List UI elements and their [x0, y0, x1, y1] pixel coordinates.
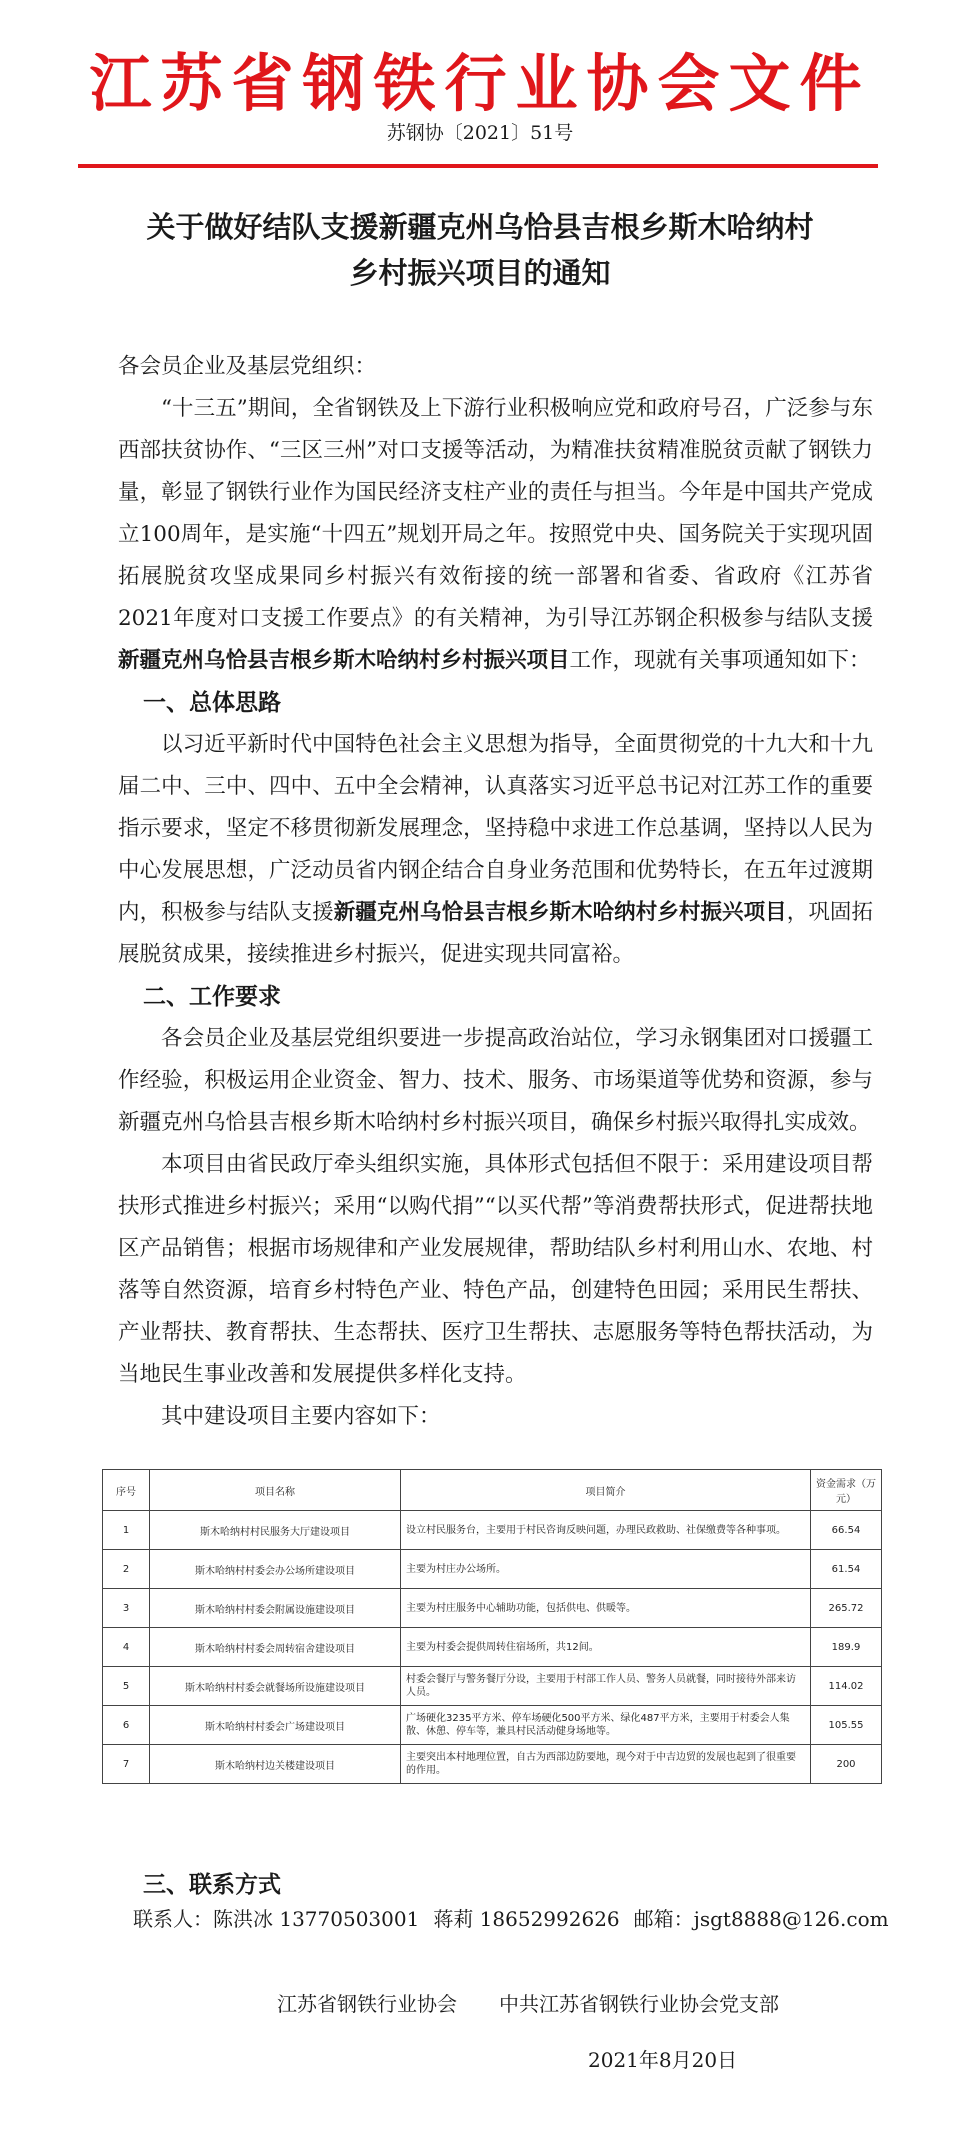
cell-no: 5 — [103, 1667, 150, 1706]
cell-name: 斯木哈纳村村委会办公场所建设项目 — [150, 1550, 401, 1589]
section1-bold-project: 新疆克州乌恰县吉根乡斯木哈纳村乡村振兴项目 — [333, 900, 787, 925]
cell-name: 斯木哈纳村村民服务大厅建设项目 — [150, 1511, 401, 1550]
header-name: 项目名称 — [150, 1470, 401, 1511]
cell-desc: 主要为村庄办公场所。 — [401, 1550, 811, 1589]
project-table — [102, 1469, 882, 1784]
masthead-title: 江苏省钢铁行业协会文件 — [89, 47, 871, 120]
document-number: 苏钢协〔2021〕51号 — [386, 122, 574, 144]
section3-heading: 三、联系方式 — [143, 1872, 281, 1898]
signature-date: 2021年8月20日 — [588, 2048, 738, 2072]
table-row — [103, 1511, 882, 1550]
cell-fund: 61.54 — [811, 1550, 882, 1589]
intro-text: “十三五”期间，全省钢铁及上下游行业积极响应党和政府号召，广泛参与东西部扶贫协作、“三区三州”对口支援等活动，为精准扶贫精准脱贫贡献了钢铁力量，彰显了钢铁行业作为国民经济支柱产业的责任与担当。今年是中国共产党成立100周年，是实施“十四五”规划开局之年。按照党中央、国务院关于实现巩固拓展脱贫攻坚成果同乡村振兴有效衔接的统一部署和省委、省政府《江苏省2021年度对口支援工作要点》的有关精神，为引导江苏钢企积极参与结队支援 — [118, 396, 873, 631]
red-divider — [78, 164, 878, 168]
cell-desc: 广场硬化3235平方米、停车场硬化500平方米、绿化487平方米，主要用于村委会人集散、休憩、停车等，兼具村民活动健身场地等。 — [401, 1706, 811, 1745]
section2-heading: 二、工作要求 — [143, 984, 281, 1010]
section1-tail: ，巩固拓展脱贫成果，接续推进乡村振兴，促进实现共同富裕。 — [118, 900, 873, 967]
contact-person-2: 蒋莉 18652992626 — [433, 1907, 620, 1931]
intro-bold-project: 新疆克州乌恰县吉根乡斯木哈纳村乡村振兴项目 — [118, 648, 570, 673]
notice-title-line1: 关于做好结队支援新疆克州乌恰县吉根乡斯木哈纳村 — [146, 210, 814, 244]
cell-no: 2 — [103, 1550, 150, 1589]
table-row — [103, 1550, 882, 1589]
signature-orgs — [277, 1988, 821, 2017]
cell-fund: 200 — [811, 1745, 882, 1784]
cell-name: 斯木哈纳村村委会广场建设项目 — [150, 1706, 401, 1745]
cell-fund: 189.9 — [811, 1628, 882, 1667]
contact-line — [133, 1903, 903, 1932]
cell-name: 斯木哈纳村村委会附属设施建设项目 — [150, 1589, 401, 1628]
section2-paragraph-3: 其中建设项目主要内容如下： — [161, 1404, 441, 1429]
cell-fund: 105.55 — [811, 1706, 882, 1745]
section1-text: 以习近平新时代中国特色社会主义思想为指导，全面贯彻党的十九大和十九届二中、三中、四中、五中全会精神，认真落实习近平总书记对江苏工作的重要指示要求，坚定不移贯彻新发展理念，坚持稳中求进工作总基调，坚持以人民为中心发展思想，广泛动员省内钢企结合自身业务范围和优势特长，在五年过渡期内，积极参与结队支援 — [118, 732, 873, 925]
intro-tail: 工作，现就有关事项通知如下： — [569, 648, 871, 673]
header-fund: 资金需求（万元） — [811, 1470, 882, 1511]
section2-paragraph-1: 各会员企业及基层党组织要进一步提高政治站位，学习永钢集团对口援疆工作经验，积极运用企业资金、智力、技术、服务、市场渠道等优势和资源，参与新疆克州乌恰县吉根乡斯木哈纳村乡村振兴项目，确保乡村振兴取得扎实成效。 — [118, 1026, 873, 1135]
table-row — [103, 1628, 882, 1667]
signature-org-2: 中共江苏省钢铁行业协会党支部 — [499, 1992, 779, 2016]
header-desc: 项目简介 — [401, 1470, 811, 1511]
cell-name: 斯木哈纳村边关楼建设项目 — [150, 1745, 401, 1784]
project-table-wrapper — [102, 1469, 882, 1784]
contact-person-1: 陈洪冰 13770503001 — [213, 1907, 420, 1931]
cell-fund: 114.02 — [811, 1667, 882, 1706]
cell-desc: 主要为村庄服务中心辅助功能，包括供电、供暖等。 — [401, 1589, 811, 1628]
table-row — [103, 1706, 882, 1745]
cell-desc: 主要突出本村地理位置，自古为西部边防要地，现今对于中吉边贸的发展也起到了很重要的作用。 — [401, 1745, 811, 1784]
email-label: 邮箱： — [633, 1907, 694, 1931]
cell-no: 6 — [103, 1706, 150, 1745]
signature-org-1: 江苏省钢铁行业协会 — [277, 1992, 457, 2016]
cell-no: 1 — [103, 1511, 150, 1550]
salutation: 各会员企业及基层党组织： — [118, 354, 377, 379]
cell-name: 斯木哈纳村村委会周转宿舍建设项目 — [150, 1628, 401, 1667]
cell-fund: 265.72 — [811, 1589, 882, 1628]
table-header-row — [103, 1470, 882, 1511]
table-row — [103, 1589, 882, 1628]
header-no: 序号 — [103, 1470, 150, 1511]
intro-paragraph — [118, 388, 873, 682]
body-text — [118, 346, 873, 1438]
notice-title — [0, 204, 960, 296]
cell-name: 斯木哈纳村村委会就餐场所设施建设项目 — [150, 1667, 401, 1706]
section2-paragraph-2: 本项目由省民政厅牵头组织实施，具体形式包括但不限于：采用建设项目帮扶形式推进乡村振兴；采用“以购代捐”“以买代帮”等消费帮扶形式，促进帮扶地区产品销售；根据市场规律和产业发展规律，帮助结队乡村利用山水、农地、村落等自然资源，培育乡村特色产业、特色产品，创建特色田园；采用民生帮扶、产业帮扶、教育帮扶、生态帮扶、医疗卫生帮扶、志愿服务等特色帮扶活动，为当地民生事业改善和发展提供多样化支持。 — [118, 1152, 873, 1387]
table-row — [103, 1745, 882, 1784]
table-row — [103, 1667, 882, 1706]
email-address[interactable]: jsgt8888@126.com — [693, 1907, 889, 1931]
cell-no: 4 — [103, 1628, 150, 1667]
section1-paragraph — [118, 724, 873, 976]
cell-fund: 66.54 — [811, 1511, 882, 1550]
notice-title-line2: 乡村振兴项目的通知 — [349, 256, 611, 290]
cell-no: 3 — [103, 1589, 150, 1628]
cell-desc: 村委会餐厅与警务餐厅分设，主要用于村部工作人员、警务人员就餐，同时接待外部来访人员。 — [401, 1667, 811, 1706]
section1-heading: 一、总体思路 — [143, 690, 281, 716]
contact-label: 联系人： — [133, 1907, 213, 1931]
cell-no: 7 — [103, 1745, 150, 1784]
cell-desc: 主要为村委会提供周转住宿场所，共12间。 — [401, 1628, 811, 1667]
cell-desc: 设立村民服务台，主要用于村民咨询反映问题，办理民政救助、社保缴费等各种事项。 — [401, 1511, 811, 1550]
